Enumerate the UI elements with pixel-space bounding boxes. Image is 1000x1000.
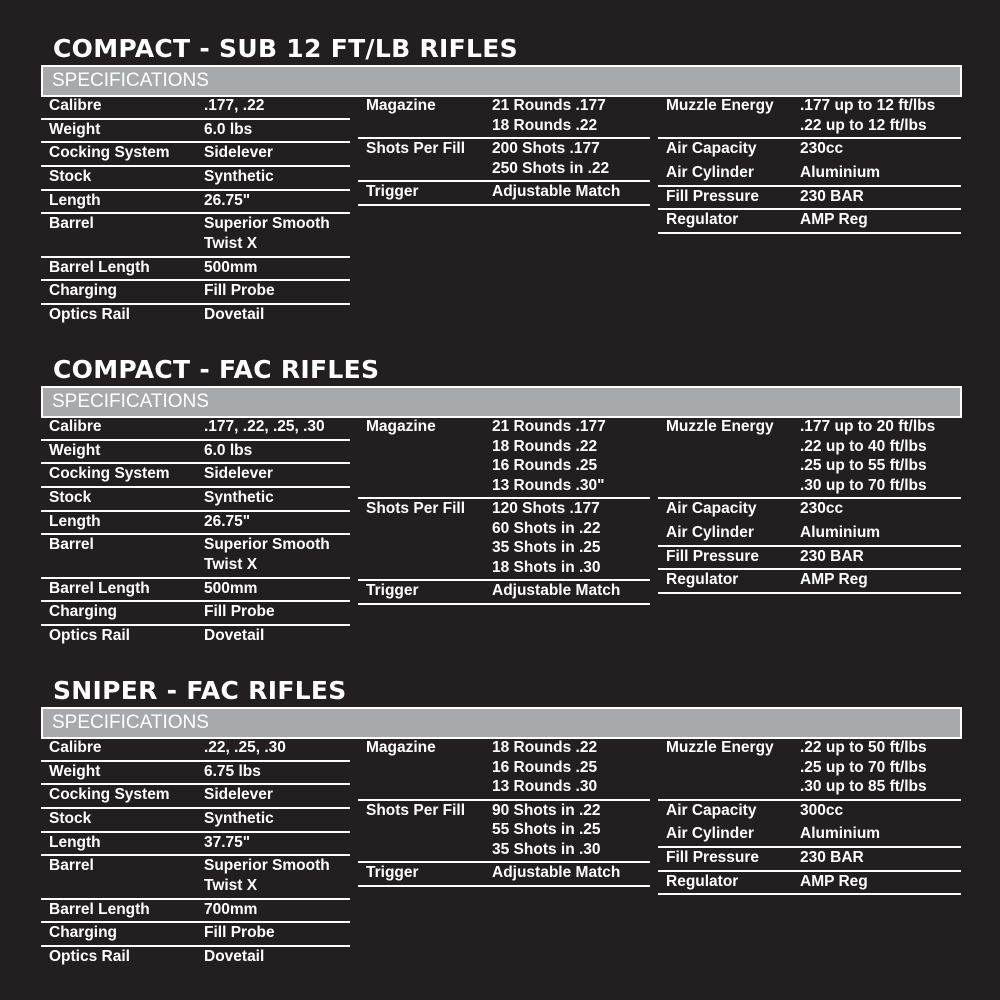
spec-value: 21 Rounds .177 18 Rounds .22 xyxy=(492,97,606,134)
spec-row xyxy=(358,581,650,605)
spec-value: 230cc xyxy=(800,500,844,518)
specifications-bar xyxy=(41,707,962,739)
spec-row xyxy=(658,848,961,872)
spec-label: Fill Pressure xyxy=(666,547,760,565)
spec-value: Adjustable Match xyxy=(492,183,621,201)
spec-label: Barrel Length xyxy=(49,900,150,918)
spec-value: 26.75" xyxy=(204,191,251,209)
spec-value: Sidelever xyxy=(204,465,273,483)
spec-label: Air Capacity xyxy=(666,500,757,518)
spec-row xyxy=(658,139,961,163)
spec-column-col1 xyxy=(41,96,350,329)
spec-row xyxy=(358,863,650,887)
spec-label: Length xyxy=(49,512,101,530)
specifications-bar xyxy=(41,65,962,97)
spec-column-col1 xyxy=(41,417,350,650)
spec-row xyxy=(41,191,350,215)
spec-label: Calibre xyxy=(49,97,102,114)
spec-label: Barrel Length xyxy=(49,258,150,276)
spec-row xyxy=(658,187,961,211)
spec-section xyxy=(0,34,1000,354)
spec-value: 230cc xyxy=(800,140,844,158)
spec-row xyxy=(41,441,350,465)
specifications-bar xyxy=(41,386,962,418)
spec-value: 6.0 lbs xyxy=(204,120,253,138)
spec-column-col3 xyxy=(658,96,961,234)
spec-row xyxy=(41,488,350,512)
spec-row xyxy=(658,163,961,187)
spec-label: Barrel xyxy=(49,215,94,233)
spec-label: Weight xyxy=(49,441,101,459)
spec-value: 500mm xyxy=(204,579,258,597)
spec-label: Cocking System xyxy=(49,144,170,162)
spec-row xyxy=(658,96,961,139)
spec-label: Air Cylinder xyxy=(666,523,754,541)
spec-row xyxy=(41,809,350,833)
spec-label: Muzzle Energy xyxy=(666,97,774,114)
spec-label: Shots Per Fill xyxy=(366,140,466,158)
spec-row xyxy=(41,214,350,257)
spec-row xyxy=(358,182,650,206)
spec-value: 500mm xyxy=(204,258,258,276)
spec-value: Fill Probe xyxy=(204,603,275,621)
spec-value: Aluminium xyxy=(800,523,881,541)
spec-label: Length xyxy=(49,191,101,209)
spec-row xyxy=(41,923,350,947)
spec-row xyxy=(658,570,961,594)
spec-value: 90 Shots in .22 55 Shots in .25 35 Shots in .30 xyxy=(492,801,601,858)
spec-label: Stock xyxy=(49,810,92,828)
spec-label: Calibre xyxy=(49,418,102,435)
section-title: SNIPER - FAC RIFLES xyxy=(53,676,347,705)
spec-label: Air Capacity xyxy=(666,801,757,819)
spec-label: Magazine xyxy=(366,97,436,114)
spec-value: AMP Reg xyxy=(800,211,868,229)
spec-value: .177, .22, .25, .30 xyxy=(204,418,325,435)
spec-value: 230 BAR xyxy=(800,187,864,205)
spec-value: Dovetail xyxy=(204,948,265,965)
spec-column-col3 xyxy=(658,738,961,895)
spec-label: Magazine xyxy=(366,418,436,435)
spec-label: Trigger xyxy=(366,183,419,201)
spec-value: Dovetail xyxy=(204,627,265,644)
spec-label: Air Cylinder xyxy=(666,825,754,843)
spec-row xyxy=(358,139,650,182)
spec-row xyxy=(41,602,350,626)
spec-value: AMP Reg xyxy=(800,571,868,589)
spec-label: Length xyxy=(49,833,101,851)
spec-value: 18 Rounds .22 16 Rounds .25 13 Rounds .30 xyxy=(492,739,598,795)
spec-label: Cocking System xyxy=(49,786,170,804)
spec-row xyxy=(41,258,350,282)
spec-label: Optics Rail xyxy=(49,627,130,644)
spec-column-col2 xyxy=(358,96,650,206)
spec-row xyxy=(658,547,961,571)
spec-label: Optics Rail xyxy=(49,948,130,965)
spec-label: Calibre xyxy=(49,739,102,756)
spec-label: Barrel Length xyxy=(49,579,150,597)
spec-row xyxy=(41,785,350,809)
spec-row xyxy=(358,499,650,581)
spec-label: Trigger xyxy=(366,864,419,882)
spec-value: Fill Probe xyxy=(204,282,275,300)
spec-column-col1 xyxy=(41,738,350,971)
spec-value: Superior Smooth Twist X xyxy=(204,857,330,894)
spec-label: Stock xyxy=(49,168,92,186)
spec-value: Synthetic xyxy=(204,168,274,186)
spec-label: Fill Pressure xyxy=(666,849,760,867)
section-title: COMPACT - FAC RIFLES xyxy=(53,355,380,384)
spec-label: Trigger xyxy=(366,582,419,600)
spec-row xyxy=(658,872,961,896)
spec-value: 230 BAR xyxy=(800,547,864,565)
specifications-label: SPECIFICATIONS xyxy=(52,712,209,733)
spec-value: Adjustable Match xyxy=(492,864,621,882)
spec-value: 21 Rounds .177 18 Rounds .22 16 Rounds .25 13 Rounds .30" xyxy=(492,418,606,494)
spec-value: Sidelever xyxy=(204,144,273,162)
spec-value: Fill Probe xyxy=(204,924,275,942)
spec-row xyxy=(41,626,350,650)
spec-label: Barrel xyxy=(49,857,94,875)
spec-value: 26.75" xyxy=(204,512,251,530)
spec-value: 300cc xyxy=(800,801,844,819)
spec-value: Adjustable Match xyxy=(492,582,621,600)
spec-label: Regulator xyxy=(666,571,739,589)
spec-row xyxy=(658,499,961,523)
spec-label: Weight xyxy=(49,120,101,138)
spec-value: Synthetic xyxy=(204,489,274,507)
specifications-label: SPECIFICATIONS xyxy=(52,391,209,412)
spec-row xyxy=(41,120,350,144)
spec-value: Aluminium xyxy=(800,825,881,843)
spec-value: .177 up to 12 ft/lbs .22 up to 12 ft/lbs xyxy=(800,97,936,134)
spec-label: Charging xyxy=(49,282,118,300)
spec-row xyxy=(41,856,350,899)
spec-row xyxy=(41,96,350,120)
spec-value: 230 BAR xyxy=(800,849,864,867)
spec-value: .177 up to 20 ft/lbs .22 up to 40 ft/lbs .25 up to 55 ft/lbs .30 up to 70 ft/lbs xyxy=(800,418,936,494)
spec-label: Stock xyxy=(49,489,92,507)
spec-value: 120 Shots .177 60 Shots in .22 35 Shots in .25 18 Shots in .30 xyxy=(492,500,601,576)
spec-row xyxy=(658,738,961,801)
spec-row xyxy=(658,417,961,499)
spec-label: Optics Rail xyxy=(49,306,130,323)
spec-section xyxy=(0,676,1000,996)
spec-label: Muzzle Energy xyxy=(666,739,774,756)
spec-row xyxy=(358,738,650,801)
section-title: COMPACT - SUB 12 FT/LB RIFLES xyxy=(53,34,518,63)
spec-value: 6.75 lbs xyxy=(204,762,261,780)
spec-value: Sidelever xyxy=(204,786,273,804)
spec-row xyxy=(41,512,350,536)
spec-label: Fill Pressure xyxy=(666,187,760,205)
spec-value: 700mm xyxy=(204,900,258,918)
spec-row xyxy=(41,535,350,578)
spec-row xyxy=(41,900,350,924)
spec-column-col2 xyxy=(358,417,650,605)
spec-row xyxy=(658,801,961,825)
spec-label: Regulator xyxy=(666,211,739,229)
spec-value: Dovetail xyxy=(204,306,265,323)
spec-label: Charging xyxy=(49,924,118,942)
spec-value: Superior Smooth Twist X xyxy=(204,215,330,252)
spec-value: .177, .22 xyxy=(204,97,265,114)
spec-row xyxy=(41,464,350,488)
spec-value: Superior Smooth Twist X xyxy=(204,536,330,573)
spec-row xyxy=(358,801,650,864)
spec-value: Aluminium xyxy=(800,163,881,181)
spec-value: AMP Reg xyxy=(800,872,868,890)
spec-row xyxy=(41,305,350,329)
spec-label: Weight xyxy=(49,762,101,780)
spec-value: 6.0 lbs xyxy=(204,441,253,459)
spec-label: Shots Per Fill xyxy=(366,500,466,518)
spec-label: Air Capacity xyxy=(666,140,757,158)
spec-value: 200 Shots .177 250 Shots in .22 xyxy=(492,140,610,177)
spec-row xyxy=(41,579,350,603)
spec-row xyxy=(41,762,350,786)
spec-label: Charging xyxy=(49,603,118,621)
spec-value: 37.75" xyxy=(204,833,251,851)
spec-label: Air Cylinder xyxy=(666,163,754,181)
spec-row xyxy=(358,96,650,139)
spec-column-col2 xyxy=(358,738,650,887)
spec-value: Synthetic xyxy=(204,810,274,828)
specifications-label: SPECIFICATIONS xyxy=(52,70,209,91)
spec-label: Cocking System xyxy=(49,465,170,483)
spec-row xyxy=(358,417,650,499)
spec-label: Magazine xyxy=(366,739,436,756)
spec-section xyxy=(0,355,1000,675)
spec-value: .22 up to 50 ft/lbs .25 up to 70 ft/lbs .30 up to 85 ft/lbs xyxy=(800,739,927,795)
spec-row xyxy=(658,210,961,234)
spec-row xyxy=(658,824,961,848)
spec-label: Barrel xyxy=(49,536,94,554)
spec-row xyxy=(41,281,350,305)
spec-value: .22, .25, .30 xyxy=(204,739,286,756)
spec-column-col3 xyxy=(658,417,961,594)
spec-row xyxy=(658,523,961,547)
spec-label: Shots Per Fill xyxy=(366,801,466,819)
spec-label: Regulator xyxy=(666,872,739,890)
spec-row xyxy=(41,143,350,167)
spec-label: Muzzle Energy xyxy=(666,418,774,435)
spec-row xyxy=(41,947,350,971)
spec-row xyxy=(41,738,350,762)
spec-row xyxy=(41,833,350,857)
spec-row xyxy=(41,417,350,441)
spec-row xyxy=(41,167,350,191)
